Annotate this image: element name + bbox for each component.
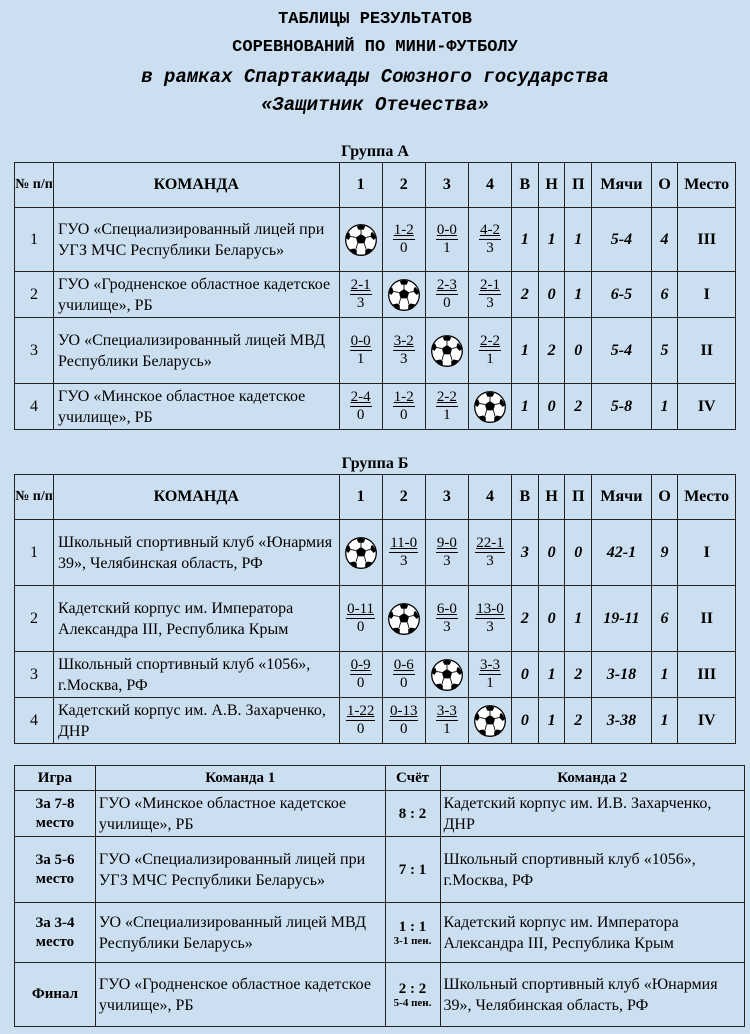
match-score-cell: [382, 652, 425, 698]
stat-l: 2: [565, 698, 592, 744]
soccer-ball-icon: [344, 536, 378, 570]
stat-pts: 1: [651, 384, 678, 430]
match-score: 0-9: [350, 657, 371, 673]
final-score: 1 : 1: [398, 918, 427, 935]
final-score-cell: [385, 837, 440, 903]
team2-name: Школьный спортивный клуб «Юнармия 39», Челябинская область, РФ: [440, 963, 744, 1027]
game-label: За 3-4 место: [15, 903, 96, 963]
match-points: 0: [399, 675, 408, 691]
final-score: 7 : 1: [398, 861, 427, 878]
col-place-header: Место: [678, 475, 736, 520]
stat-pts: 9: [651, 520, 678, 586]
table-row: [15, 208, 736, 272]
row-num: 2: [15, 272, 54, 318]
soccer-ball-icon: [387, 278, 421, 312]
match-score: 0-13: [389, 703, 418, 719]
stat-d: 0: [538, 520, 565, 586]
row-num: 3: [15, 318, 54, 384]
place: IV: [678, 698, 736, 744]
finals-table: [14, 765, 745, 1027]
team-name: ГУО «Минское областное кадетское училище», РБ: [54, 384, 340, 430]
col-c1-header: 1: [339, 163, 382, 208]
title-line-1: ТАБЛИЦЫ РЕЗУЛЬТАТОВ: [278, 10, 472, 29]
place: II: [678, 586, 736, 652]
header-row: [15, 163, 736, 208]
team1-name: ГУО «Специализированный лицей при УГЗ МЧС Республики Беларусь»: [95, 837, 385, 903]
match-score-cell: [382, 318, 425, 384]
stat-d: 0: [538, 586, 565, 652]
stat-l: 1: [565, 208, 592, 272]
match-points: 1: [443, 407, 451, 423]
match-score-cell: [382, 384, 425, 430]
group-a-label: Группа А: [341, 143, 409, 160]
stat-goals: 42-1: [592, 520, 652, 586]
match-score: 2-1: [350, 277, 371, 293]
stat-w: 1: [512, 318, 539, 384]
team1-name: ГУО «Гродненское областное кадетское училище», РБ: [95, 963, 385, 1027]
col-place-header: Место: [678, 163, 736, 208]
stat-l: 2: [565, 384, 592, 430]
col-game-header: Игра: [15, 766, 96, 791]
col-team2-header: Команда 2: [440, 766, 744, 791]
game-label: За 7-8 место: [15, 791, 96, 837]
col-num-header: № п/п: [15, 163, 54, 208]
place: III: [678, 208, 736, 272]
stat-goals: 5-4: [592, 318, 652, 384]
match-points: 3: [486, 553, 494, 569]
match-score-cell: [468, 586, 511, 652]
team2-name: Школьный спортивный клуб «1056», г.Москва, РФ: [440, 837, 744, 903]
match-score: 0-6: [393, 657, 414, 673]
row-num: 4: [15, 698, 54, 744]
match-score: 2-2: [436, 389, 457, 405]
stat-l: 0: [565, 318, 592, 384]
match-points: 3: [399, 351, 408, 367]
match-score-cell: [468, 318, 511, 384]
match-score: 3-3: [479, 657, 500, 673]
match-score-cell: [425, 384, 468, 430]
match-score-cell: [339, 698, 382, 744]
match-score: 11-0: [390, 535, 418, 551]
final-score-cell: [385, 903, 440, 963]
match-score-cell: [339, 384, 382, 430]
group-a-table: [14, 162, 736, 430]
stat-d: 2: [538, 318, 565, 384]
match-score: 13-0: [476, 601, 504, 617]
soccer-ball-icon: [473, 704, 507, 738]
stat-l: 0: [565, 520, 592, 586]
stat-w: 3: [512, 520, 539, 586]
match-score-cell: [425, 698, 468, 744]
title-line-4: «Защитник Отечества»: [260, 94, 490, 116]
self-match-cell: [468, 698, 511, 744]
team-name: ГУО «Специализированный лицей при УГЗ МЧС Республики Беларусь»: [54, 208, 340, 272]
col-team-header: КОМАНДА: [54, 163, 340, 208]
match-points: 0: [356, 721, 365, 737]
row-num: 2: [15, 586, 54, 652]
finals-row: [15, 903, 745, 963]
table-row: [15, 586, 736, 652]
team1-name: ГУО «Минское областное кадетское училище», РБ: [95, 791, 385, 837]
stat-pts: 5: [651, 318, 678, 384]
stat-goals: 5-4: [592, 208, 652, 272]
table-row: [15, 384, 736, 430]
stat-d: 0: [538, 272, 565, 318]
penalty-score: 5-4 пен.: [393, 996, 432, 1009]
match-points: 0: [356, 407, 365, 423]
match-points: 3: [486, 619, 494, 635]
stat-w: 2: [512, 272, 539, 318]
stat-l: 1: [565, 586, 592, 652]
finals-row: [15, 963, 745, 1027]
stat-goals: 19-11: [592, 586, 652, 652]
match-score: 1-2: [393, 222, 414, 238]
soccer-ball-icon: [387, 602, 421, 636]
table-row: [15, 698, 736, 744]
match-score: 2-2: [479, 333, 500, 349]
col-c2-header: 2: [382, 475, 425, 520]
match-score: 2-3: [436, 277, 457, 293]
stat-d: 0: [538, 384, 565, 430]
match-points: 1: [443, 721, 451, 737]
stat-l: 2: [565, 652, 592, 698]
match-points: 1: [356, 351, 365, 367]
match-score-cell: [339, 272, 382, 318]
col-l-header: П: [565, 163, 592, 208]
soccer-ball-icon: [344, 223, 378, 257]
match-points: 0: [443, 295, 451, 311]
stat-w: 2: [512, 586, 539, 652]
stat-d: 1: [538, 698, 565, 744]
col-c4-header: 4: [468, 163, 511, 208]
match-score-cell: [339, 586, 382, 652]
self-match-cell: [425, 318, 468, 384]
group-b-label: Группа Б: [341, 455, 409, 472]
col-d-header: Н: [538, 163, 565, 208]
match-score-cell: [382, 520, 425, 586]
match-score: 2-1: [479, 277, 500, 293]
row-num: 4: [15, 384, 54, 430]
match-points: 1: [443, 240, 451, 256]
col-w-header: В: [512, 163, 539, 208]
match-score-cell: [425, 208, 468, 272]
final-score-cell: [385, 963, 440, 1027]
match-score-cell: [425, 520, 468, 586]
stat-d: 1: [538, 652, 565, 698]
match-score-cell: [425, 272, 468, 318]
col-d-header: Н: [538, 475, 565, 520]
game-label: Финал: [15, 963, 96, 1027]
soccer-ball-icon: [430, 658, 464, 692]
title-line-3: в рамках Спартакиады Союзного государства: [141, 66, 609, 88]
place: I: [678, 520, 736, 586]
col-pts-header: О: [651, 163, 678, 208]
col-goals-header: Мячи: [592, 475, 652, 520]
table-row: [15, 318, 736, 384]
row-num: 1: [15, 520, 54, 586]
stat-pts: 6: [651, 586, 678, 652]
header-row: [15, 475, 736, 520]
match-score-cell: [425, 586, 468, 652]
team2-name: Кадетский корпус им. Императора Александра III, Республика Крым: [440, 903, 744, 963]
match-score-cell: [468, 652, 511, 698]
col-pts-header: О: [651, 475, 678, 520]
col-c4-header: 4: [468, 475, 511, 520]
team-name: Кадетский корпус им. Императора Александра III, Республика Крым: [54, 586, 340, 652]
col-w-header: В: [512, 475, 539, 520]
place: III: [678, 652, 736, 698]
match-points: 3: [443, 619, 451, 635]
col-team1-header: Команда 1: [95, 766, 385, 791]
soccer-ball-icon: [473, 390, 507, 424]
stat-goals: 3-18: [592, 652, 652, 698]
team-name: Кадетский корпус им. А.В. Захарченко, ДНР: [54, 698, 340, 744]
match-points: 0: [399, 407, 408, 423]
match-score: 3-2: [393, 333, 414, 349]
match-score: 6-0: [436, 601, 457, 617]
place: IV: [678, 384, 736, 430]
match-points: 3: [486, 240, 494, 256]
match-score-cell: [468, 520, 511, 586]
stat-goals: 6-5: [592, 272, 652, 318]
match-points: 0: [356, 619, 365, 635]
final-score: 2 : 2: [398, 980, 427, 997]
match-score-cell: [339, 652, 382, 698]
finals-row: [15, 791, 745, 837]
team2-name: Кадетский корпус им. И.В. Захарченко, ДНР: [440, 791, 744, 837]
team-name: ГУО «Гродненское областное кадетское училище», РБ: [54, 272, 340, 318]
col-c2-header: 2: [382, 163, 425, 208]
game-label: За 5-6 место: [15, 837, 96, 903]
place: II: [678, 318, 736, 384]
col-num-header: № п/п: [15, 475, 54, 520]
match-score: 9-0: [436, 535, 457, 551]
self-match-cell: [382, 272, 425, 318]
stat-goals: 3-38: [592, 698, 652, 744]
col-goals-header: Мячи: [592, 163, 652, 208]
match-score-cell: [468, 208, 511, 272]
match-score: 3-3: [436, 703, 457, 719]
team-name: Школьный спортивный клуб «1056», г.Москва, РФ: [54, 652, 340, 698]
match-score: 4-2: [479, 222, 500, 238]
match-score: 22-1: [476, 535, 504, 551]
title-line-2: [0, 38, 750, 57]
col-team-header: КОМАНДА: [54, 475, 340, 520]
place: I: [678, 272, 736, 318]
stat-w: 1: [512, 384, 539, 430]
self-match-cell: [468, 384, 511, 430]
match-points: 0: [399, 721, 408, 737]
stat-goals: 5-8: [592, 384, 652, 430]
match-points: 3: [486, 295, 494, 311]
match-score-cell: [382, 208, 425, 272]
final-score-cell: [385, 791, 440, 837]
table-row: [15, 652, 736, 698]
group-b-table: [14, 474, 736, 744]
col-score-header: Счёт: [385, 766, 440, 791]
team1-name: УО «Специализированный лицей МВД Республики Беларусь»: [95, 903, 385, 963]
table-row: [15, 520, 736, 586]
match-score: 0-11: [347, 601, 375, 617]
finals-header-row: [15, 766, 745, 791]
team-name: УО «Специализированный лицей МВД Республики Беларусь»: [54, 318, 340, 384]
self-match-cell: [425, 652, 468, 698]
final-score: 8 : 2: [398, 805, 427, 822]
stat-pts: 1: [651, 652, 678, 698]
match-points: 0: [399, 240, 408, 256]
stat-l: 1: [565, 272, 592, 318]
match-points: 1: [486, 675, 494, 691]
col-c1-header: 1: [339, 475, 382, 520]
col-c3-header: 3: [425, 163, 468, 208]
match-points: 3: [399, 553, 408, 569]
stat-w: 1: [512, 208, 539, 272]
match-score-cell: [339, 318, 382, 384]
col-c3-header: 3: [425, 475, 468, 520]
match-points: 0: [356, 675, 365, 691]
match-score-cell: [382, 698, 425, 744]
team-name: Школьный спортивный клуб «Юнармия 39», Челябинская область, РФ: [54, 520, 340, 586]
match-points: 3: [356, 295, 365, 311]
soccer-ball-icon: [430, 334, 464, 368]
match-score: 1-22: [346, 703, 375, 719]
self-match-cell: [339, 520, 382, 586]
col-l-header: П: [565, 475, 592, 520]
self-match-cell: [382, 586, 425, 652]
match-score: 2-4: [350, 389, 371, 405]
match-score-cell: [468, 272, 511, 318]
stat-w: 0: [512, 652, 539, 698]
self-match-cell: [339, 208, 382, 272]
stat-pts: 1: [651, 698, 678, 744]
penalty-score: 3-1 пен.: [393, 934, 432, 947]
row-num: 1: [15, 208, 54, 272]
finals-row: [15, 837, 745, 903]
match-score: 1-2: [393, 389, 414, 405]
match-score: 0-0: [436, 222, 457, 238]
match-score: 0-0: [350, 333, 371, 349]
match-points: 1: [486, 351, 494, 367]
title-line-2-text: СОРЕВНОВАНИЙ ПО МИНИ-ФУТБОЛУ: [232, 38, 518, 57]
stat-w: 0: [512, 698, 539, 744]
table-row: [15, 272, 736, 318]
stat-pts: 6: [651, 272, 678, 318]
stat-pts: 4: [651, 208, 678, 272]
row-num: 3: [15, 652, 54, 698]
match-points: 3: [443, 553, 451, 569]
stat-d: 1: [538, 208, 565, 272]
